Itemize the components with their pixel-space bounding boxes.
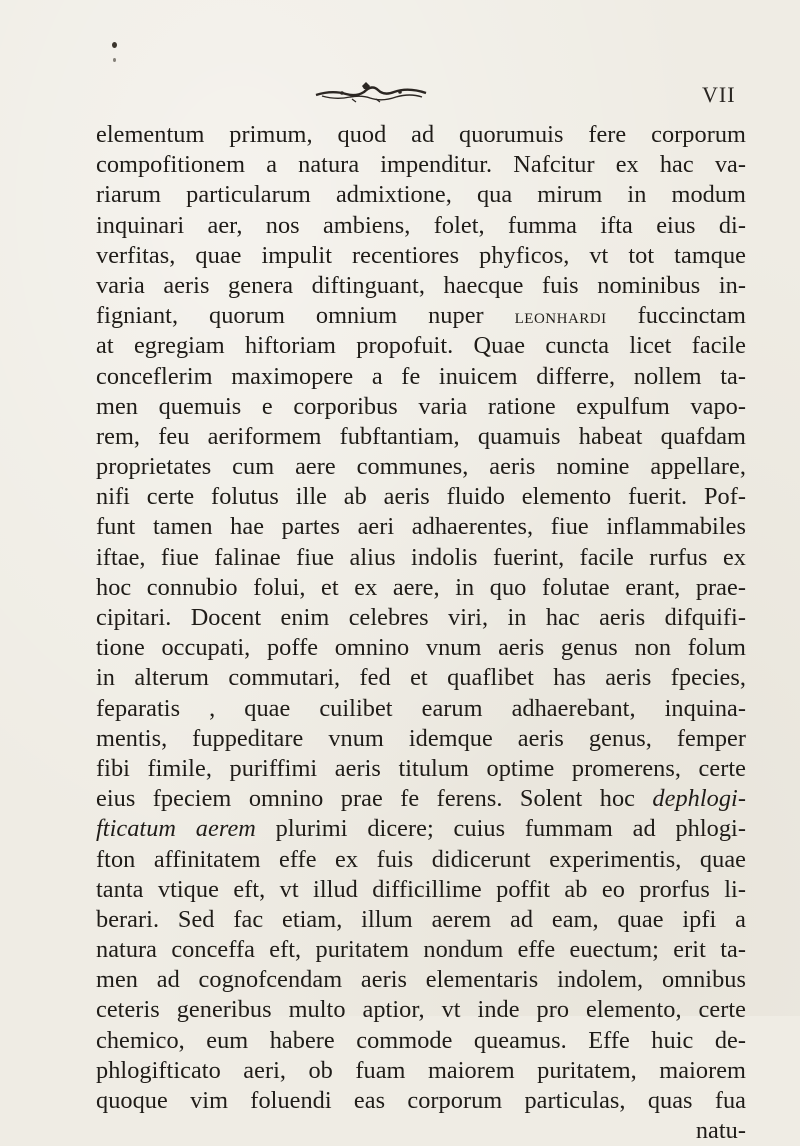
text-segment: conceflerim maximopere a fe inuicem differre, nollem ta- [96, 362, 746, 390]
text-line [96, 1116, 746, 1146]
small-caps-name: leonhardi [514, 304, 607, 329]
text-line [96, 1056, 746, 1086]
text-segment: berari. Sed fac etiam, illum aerem ad eam, quae ipfi a [96, 905, 746, 933]
text-segment: rem, feu aeriformem fubftantiam, quamuis habeat quafdam [96, 422, 746, 450]
text-line [96, 422, 746, 452]
text-line [96, 392, 746, 422]
text-segment: ceteris generibus multo aptior, vt inde pro elemento, certe [96, 996, 746, 1024]
text-segment: iftae, fiue falinae fiue alius indolis fuerint, facile rurfus ex [96, 543, 746, 571]
text-segment: riarum particularum admixtione, qua mirum in modum [96, 181, 746, 209]
text-segment: eius fpeciem omnino prae fe ferens. Solent hoc [96, 785, 653, 813]
text-line [96, 512, 746, 542]
text-line [96, 482, 746, 512]
text-line [96, 814, 746, 844]
text-segment: at egregiam hiftoriam propofuit. Quae cuncta licet facile [96, 332, 746, 360]
text-segment: men ad cognofcendam aeris elementaris indolem, omnibus [96, 966, 746, 994]
text-segment: compofitionem a natura impenditur. Nafcitur ex hac va- [96, 151, 746, 179]
text-segment: proprietates cum aere communes, aeris nomine appellare, [96, 453, 746, 481]
text-line [96, 784, 746, 814]
text-segment: tanta vtique eft, vt illud difficillime poffit ab eo prorfus li- [96, 875, 746, 903]
text-line [96, 573, 746, 603]
text-segment: natu- [695, 1117, 746, 1145]
text-line [96, 362, 746, 392]
text-segment: hoc connubio folui, et ex aere, in quo folutae erant, prae- [96, 573, 746, 601]
text-line [96, 150, 746, 180]
text-segment: fton affinitatem effe ex fuis didicerunt experimentis, quae [96, 845, 746, 873]
text-line [96, 1026, 746, 1056]
text-segment: phlogifticato aeri, ob fuam maiorem puritatem, maiorem [96, 1056, 746, 1084]
text-line [96, 754, 746, 784]
text-line [96, 180, 746, 210]
text-line [96, 211, 746, 241]
text-segment: natura conceffa eft, puritatem nondum effe euectum; erit ta- [96, 936, 746, 964]
text-line [96, 875, 746, 905]
text-line [96, 935, 746, 965]
text-segment: plurimi dicere; cuius fummam ad phlogi- [255, 815, 746, 843]
ornament-icon [312, 78, 430, 104]
text-segment: fibi fimile, puriffimi aeris titulum optime promerens, certe [96, 754, 746, 782]
text-line [96, 543, 746, 573]
text-segment: inquinari aer, nos ambiens, folet, fumma ifta eius di- [96, 211, 746, 239]
text-line [96, 663, 746, 693]
text-segment: funt tamen hae partes aeri adhaerentes, fiue inflammabiles [96, 513, 746, 541]
text-segment: varia aeris genera diftinguant, haecque fuis nominibus in- [96, 271, 746, 299]
text-segment: chemico, eum habere commode queamus. Effe huic de- [96, 1026, 746, 1054]
text-line [96, 120, 746, 150]
text-line [96, 965, 746, 995]
text-segment: mentis, fuppeditare vnum idemque aeris genus, femper [96, 724, 746, 752]
text-line [96, 1086, 746, 1116]
italic-phrase: fticatum aerem [96, 815, 256, 843]
text-line [96, 331, 746, 361]
italic-phrase: dephlogi- [652, 785, 746, 813]
text-line [96, 241, 746, 271]
page-number: VII [702, 82, 736, 107]
text-segment: nifi certe folutus ille ab aeris fluido elemento fuerit. Pof- [96, 483, 746, 511]
text-line [96, 271, 746, 301]
text-segment: in alterum commutari, fed et quaflibet has aeris fpecies, [96, 664, 746, 692]
text-segment: elementum primum, quod ad quorumuis fere corporum [96, 121, 746, 148]
text-segment: fuccinctam [606, 302, 746, 330]
text-segment: quoque vim foluendi eas corporum particulas, quas fua [96, 1087, 746, 1114]
text-line [96, 633, 746, 663]
text-segment: figniant, quorum omnium nuper [96, 302, 515, 330]
text-line [96, 301, 746, 331]
text-segment: men quemuis e corporibus varia ratione expulfum vapo- [96, 392, 746, 420]
text-line [96, 905, 746, 935]
text-line [96, 724, 746, 754]
text-line [96, 845, 746, 875]
ink-speck [112, 42, 117, 48]
ink-speck [113, 58, 116, 62]
body-text [96, 120, 746, 1146]
text-line [96, 694, 746, 724]
text-line [96, 995, 746, 1025]
text-line [96, 452, 746, 482]
text-segment: tione occupati, poffe omnino vnum aeris genus non folum [96, 634, 746, 662]
text-segment: verfitas, quae impulit recentiores phyficos, vt tot tamque [96, 241, 746, 269]
text-segment: cipitari. Docent enim celebres viri, in hac aeris difquifi- [96, 604, 746, 631]
text-segment: feparatis , quae cuilibet earum adhaerebant, inquina- [96, 694, 746, 722]
text-line [96, 603, 746, 633]
